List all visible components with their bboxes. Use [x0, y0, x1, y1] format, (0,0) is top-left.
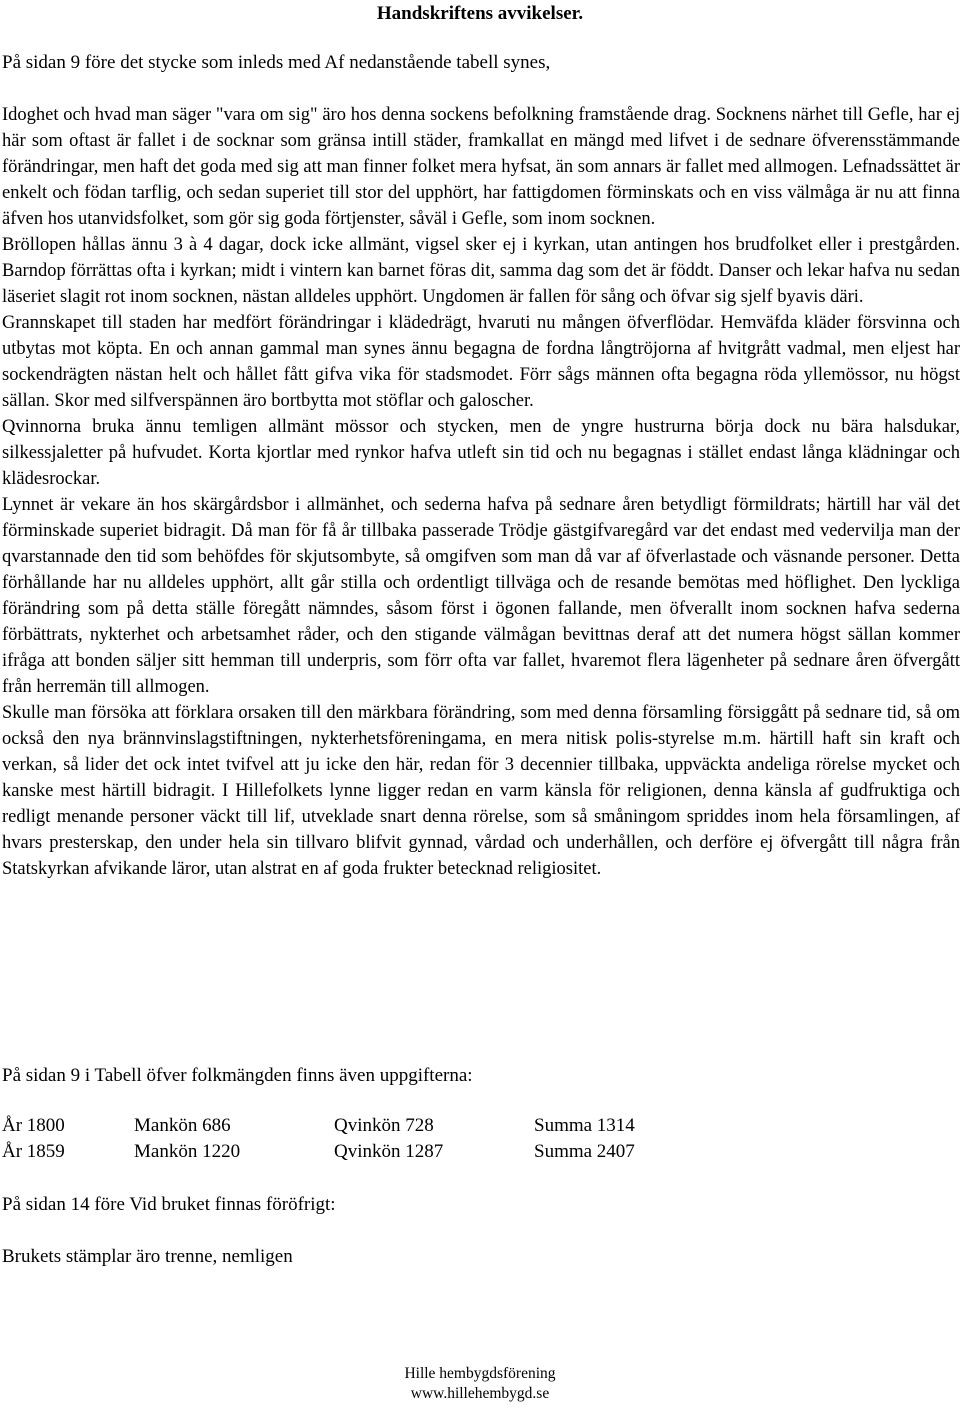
table-cell: År 1859	[2, 1141, 65, 1162]
last-line: Brukets stämplar äro trenne, nemligen	[2, 1246, 293, 1267]
table-cell: Mankön 1220	[134, 1141, 241, 1162]
table-row	[2, 1113, 635, 1139]
paragraph-religion: Skulle man försöka att förklara orsaken till den märkbara förändring, som med denna församling försiggått på sednare tid, så om också den nya brännvinslagstiftningen, nykterhetsföreningama, en mera nitisk polis-styrelse m.m. härtill haft sin kraft och verkan, så lider det ock intet tvifvel att ju icke den här, redan för 3 decennier tillbaka, uppväckta andeliga rörelse mycket och kanske mest härtill bidragit. I Hillefolkets lynne ligger redan en varm känsla för religionen, denna känsla af gudfruktiga och redligt menande personer väckt till lif, utveklade snart denna rörelse, som så småningom spriddes inom hela församlingen, af hvars presterskap, den under hela sin tillvaro blifvit gynnad, vårdad och underhållen, och derföre ej öfvergått till några från Statskyrkan afvikande läror, utan alstrat en af goda frukter betecknad religiositet.	[2, 703, 960, 879]
table-cell: Mankön 686	[134, 1115, 231, 1136]
page-footer	[0, 1364, 960, 1404]
intro-line: På sidan 9 före det stycke som inleds med Af nedanstående tabell synes,	[2, 52, 551, 73]
footer-organization: Hille hembygdsförening	[404, 1365, 556, 1382]
paragraph-clothing-men: Grannskapet till staden har medfört förändringar i klädedrägt, hvaruti nu mången öfverflödar. Hemväfda kläder försvinna och utbytas mot köpta. En och annan gammal man synes ännu begagna de fordna långtröjorna af hvitgrått vadmal, men eljest har sockendrägten nästan helt och hållet fått gifva vika för stadsmodet. Förr sågs männen ofta begagna röda yllemössor, nu högst sällan. Skor med silfverspännen äro bortbytta mot stöflar och galoscher.	[2, 313, 960, 411]
body-text	[2, 102, 960, 882]
table-cell: Qvinkön 728	[334, 1115, 434, 1136]
table-cell: Summa 1314	[534, 1115, 635, 1136]
paragraph-clothing-women: Qvinnorna bruka ännu temligen allmänt mössor och stycken, men de yngre hustrurna börja dock nu bära halsdukar, silkessjaletter på hufvudet. Korta kjortlar med rynkor hafva utleft sin tid och nu begagnas i stället endast långa klädningar och klädesrockar.	[2, 417, 960, 489]
table-cell: Qvinkön 1287	[334, 1141, 444, 1162]
table-intro: På sidan 9 i Tabell öfver folkmängden finns även uppgifterna:	[2, 1065, 473, 1086]
table-cell: År 1800	[2, 1115, 65, 1136]
population-table	[2, 1113, 635, 1165]
table-cell: Summa 2407	[534, 1141, 635, 1162]
note-line: På sidan 14 före Vid bruket finnas föröfrigt:	[2, 1194, 336, 1215]
table-row	[2, 1139, 635, 1165]
paragraph-weddings: Bröllopen hållas ännu 3 à 4 dagar, dock icke allmänt, vigsel sker ej i kyrkan, utan antingen hos brudfolket eller i prestgården. Barndop förrättas ofta i kyrkan; midt i vintern kan barnet föras dit, samma dag som det är föddt. Danser och lekar hafva nu sedan läseriet slagit rot inom socknen, nästan alldeles upphört. Ungdomen är fallen för sång och öfvar sig sjelf byavis däri.	[2, 235, 960, 307]
page-title: Handskriftens avvikelser.	[376, 3, 584, 24]
footer-website: www.hillehembygd.se	[410, 1385, 550, 1402]
paragraph-temperament: Lynnet är vekare än hos skärgårdsbor i allmänhet, och sederna hafva på sednare åren betydligt förmildrats; härtill har väl det förminskade superiet bidragit. Då man för få år tillbaka passerade Trödje gästgifvaregård var det endast med vedervilja man der qvarstannade den tid som behöfdes för skjutsombyte, så omgifven som man då var af öfverlastade och väsnande personer. Detta förhållande har nu alldeles upphört, allt går stilla och ordentligt tillväga och de resande bemötas med höflighet. Den lyckliga förändring som på detta ställe föregått nämndes, såsom först i ögonen fallande, men öfverallt inom socknen hafva sederna förbättrats, nykterhet och arbetsamhet råder, och den stigande välmågan bevittnas deraf att det numera högst sällan kommer ifråga att bonden säljer sitt hemman till underpris, som förr ofta var fallet, hvaremot flera lägenheter på sednare åren öfvergått från herremän till allmogen.	[2, 495, 960, 697]
paragraph-industriousness: Idoghet och hvad man säger "vara om sig" äro hos denna sockens befolkning framstående drag. Socknens närhet till Gefle, har ej här som oftast är fallet i de socknar som gränsa intill städer, framkallat en mängd med lifvet i de sednare öfverensstämmande förändringar, men haft det goda med sig att man finner folket mera hyfsat, än som annars är fallet med allmogen. Lefnadssättet är enkelt och födan tarflig, och sedan superiet till stor del upphört, har fattigdomen förminskats och en viss välmåga är nu att finna äfven hos utanvidsfolket, som gör sig goda förtjenster, såväl i Gefle, som inom socknen.	[2, 105, 960, 229]
